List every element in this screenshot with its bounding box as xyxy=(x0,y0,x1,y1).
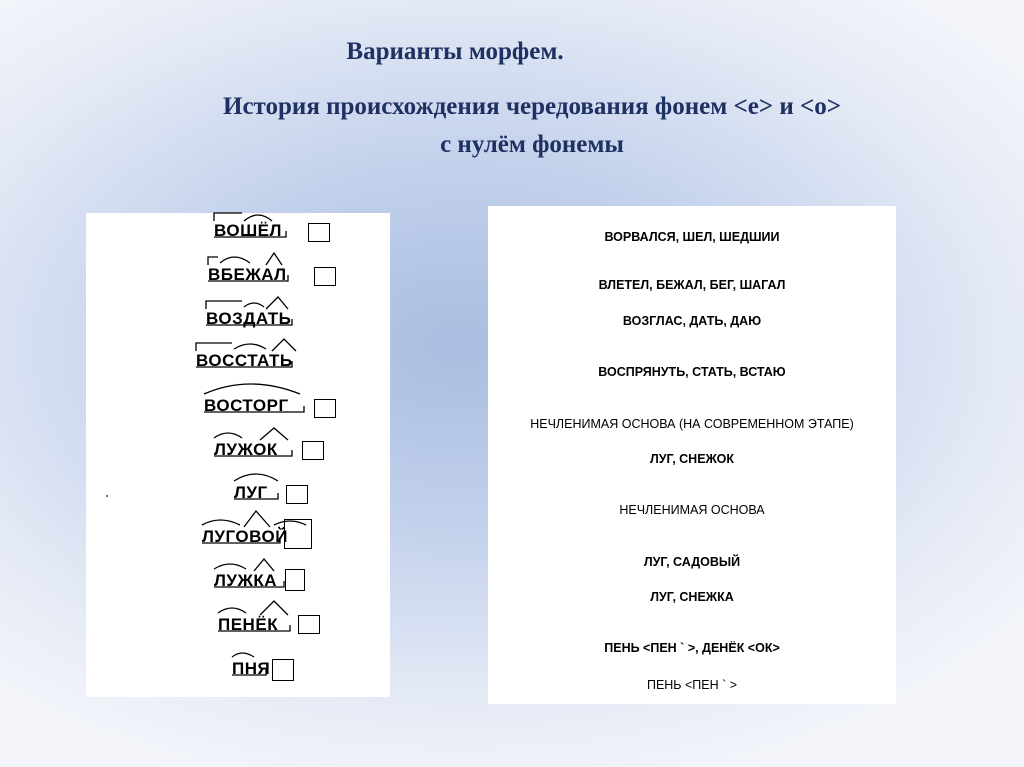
word-text: ПНЯ xyxy=(232,659,271,678)
note-line: ВОРВАЛСЯ, ШЕЛ, ШЕДШИИ xyxy=(604,230,780,244)
ending-box xyxy=(285,569,305,591)
word-text: ПЕНЁК xyxy=(218,615,279,634)
history-notes-panel xyxy=(488,206,896,704)
word-vbezhal xyxy=(208,265,287,285)
word-vozdat xyxy=(206,309,291,329)
word-lug xyxy=(234,483,268,503)
word-text: ВБЕЖАЛ xyxy=(208,265,287,284)
slide-subtitle xyxy=(92,88,972,164)
slide-title: Варианты морфем. xyxy=(346,38,564,65)
word-penek xyxy=(218,615,278,635)
word-luzhka xyxy=(214,571,277,591)
ending-box xyxy=(314,267,336,286)
note-line: ПЕНЬ <ПЕН ` > xyxy=(646,678,738,692)
word-vostorg xyxy=(204,396,289,416)
note-line: ВЛЕТЕЛ, БЕЖАЛ, БЕГ, ШАГАЛ xyxy=(598,278,786,292)
stray-dot xyxy=(106,495,108,497)
word-voshel xyxy=(214,221,282,241)
word-text: ВОССТАТЬ xyxy=(196,351,293,370)
word-text: ВОШЁЛ xyxy=(214,221,282,240)
ending-box xyxy=(284,519,312,549)
note-line: НЕЧЛЕНИМАЯ ОСНОВА xyxy=(619,503,765,517)
ending-box xyxy=(302,441,324,460)
ending-box xyxy=(298,615,320,634)
note-line: ЛУГ, САДОВЫЙ xyxy=(643,555,741,569)
word-text: ЛУГОВОЙ xyxy=(202,527,288,546)
ending-box xyxy=(314,399,336,418)
note-line: ВОСПРЯНУТЬ, СТАТЬ, ВСТАЮ xyxy=(598,365,786,379)
subtitle-line-2: с нулём фонемы xyxy=(440,131,624,158)
note-line: ВОЗГЛАС, ДАТЬ, ДАЮ xyxy=(622,314,762,328)
ending-box xyxy=(308,223,330,242)
ending-box xyxy=(286,485,308,504)
word-vosstat xyxy=(196,351,293,371)
word-luzhok xyxy=(214,440,278,460)
word-text: ЛУГ xyxy=(234,483,268,502)
word-lugovoy xyxy=(202,527,288,547)
word-text: ЛУЖКА xyxy=(214,571,278,590)
word-text: ВОСТОРГ xyxy=(204,396,289,415)
morpheme-analysis-panel xyxy=(86,213,390,697)
subtitle-line-1: История происхождения чередования фонем <е> и <о> xyxy=(223,93,841,120)
word-text: ЛУЖОК xyxy=(214,440,278,459)
note-line: ЛУГ, СНЕЖКА xyxy=(650,590,734,604)
note-line: НЕЧЛЕНИМАЯ ОСНОВА (НА СОВРЕМЕННОМ ЭТАПЕ) xyxy=(530,417,854,431)
note-line: ЛУГ, СНЕЖОК xyxy=(649,452,735,466)
word-pnya xyxy=(232,659,270,679)
word-text: ВОЗДАТЬ xyxy=(206,309,292,328)
note-line: ПЕНЬ <ПЕН ` >, ДЕНЁК <ОК> xyxy=(604,641,780,655)
ending-box xyxy=(272,659,294,681)
